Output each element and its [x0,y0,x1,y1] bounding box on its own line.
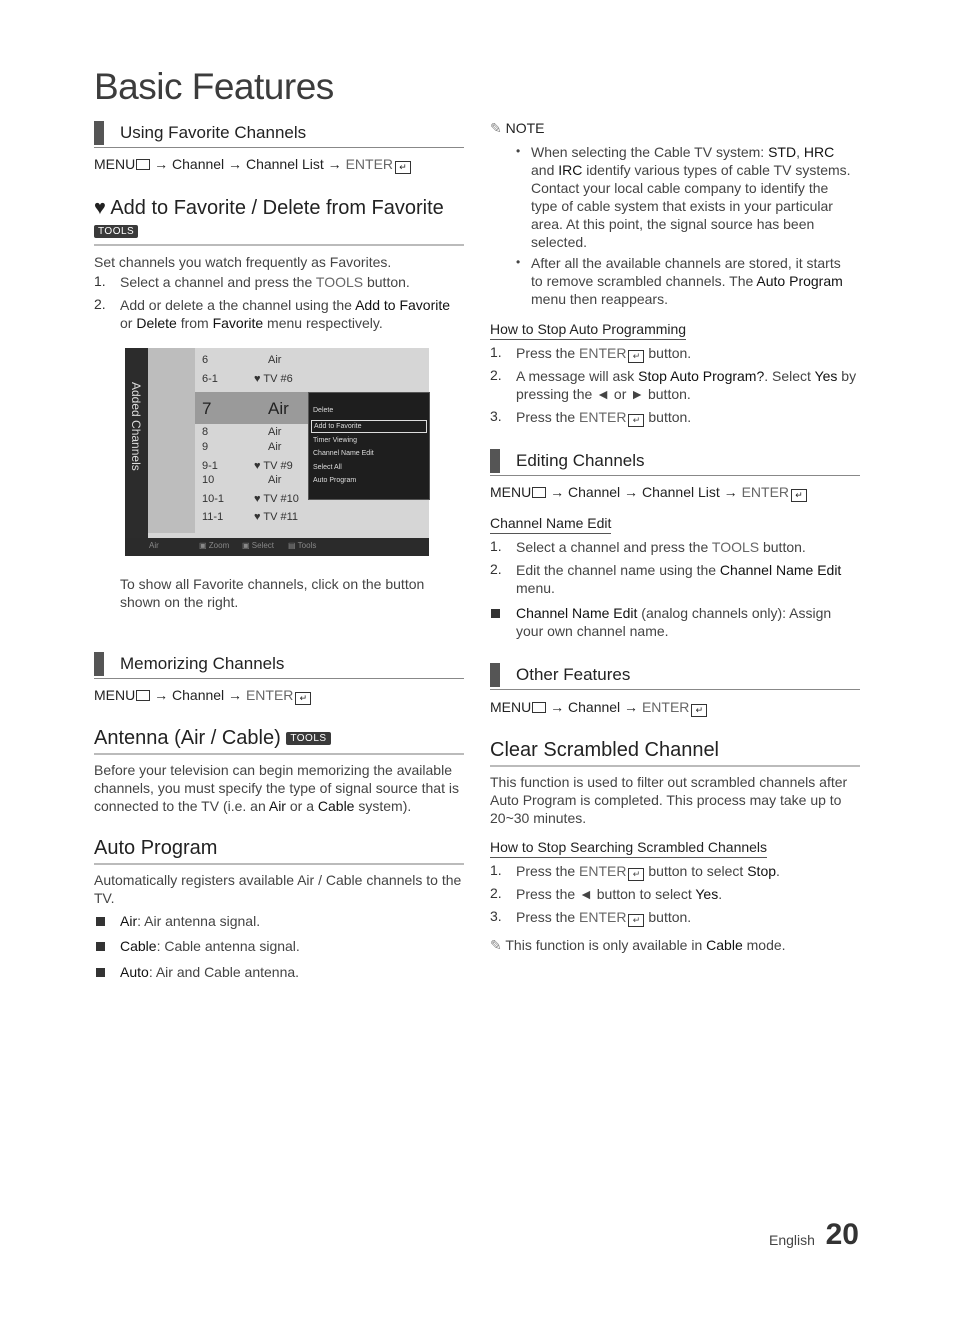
fav-note: To show all Favorite channels, click on the button shown on the right. [120,576,425,610]
note-1: When selecting the Cable TV system: STD, HRC and IRC identify various types of cable TV systems. Contact your local cable company to identify the type of cable system that exists in your particular area. At this point, the signal source has been selected. [531,144,851,250]
pencil-icon: ✎ [490,120,502,136]
enter-icon: ↵ [628,914,644,927]
stop-step-1: Press the ENTER ↵ button. [516,345,692,361]
page-number: 20 [825,1218,859,1251]
auto-item-cable: Cable: Cable antenna signal. [120,938,300,954]
auto-text: Automatically registers available Air / Cable channels to the TV. [94,872,462,906]
enter-icon: ↵ [691,704,707,717]
clear-text: This function is used to filter out scrambled channels after Auto Program is completed. This process may take up to 20~30 minutes. [490,774,848,826]
pencil-icon: ✎ [490,937,502,953]
heading-add-favorite: ♥ Add to Favorite / Delete from Favorite TOOLS [94,197,464,246]
subheading-stop-auto: How to Stop Auto Programming [490,321,686,340]
auto-item-auto: Auto: Air and Cable antenna. [120,964,300,980]
enter-icon: ↵ [628,868,644,881]
fav-step-1: Select a channel and press the TOOLS button. [120,274,410,290]
fav-intro: Set channels you watch frequently as Favorites. [94,254,392,270]
page-title: Basic Features [94,66,334,107]
subheading-stop-scrambled: How to Stop Searching Scrambled Channels [490,839,767,858]
heart-icon: ♥ [94,197,106,219]
heading-antenna: Antenna (Air / Cable) TOOLS [94,727,464,755]
heading-clear-scrambled: Clear Scrambled Channel [490,739,860,767]
cne-step-2: Edit the channel name using the Channel Name Edit menu. [516,562,842,596]
scr-step-3: Press the ENTER ↵ button. [516,909,692,925]
antenna-text: Before your television can begin memorizing the available channels, you must specify the type of signal source that is connected to the TV (i.e. an Air or a Cable system). [94,762,459,814]
note-label: ✎ NOTE [490,120,545,136]
enter-icon: ↵ [628,414,644,427]
cne-bullet: Channel Name Edit (analog channels only): Assign your own channel name. [516,605,832,639]
menu-path-memorizing: MENU → Channel → ENTER ↵ [94,687,311,705]
cne-step-1: Select a channel and press the TOOLS button. [516,539,806,555]
tv-channel-list-screen: Added Channels 6 Air 6-1 ♥ TV #6 7 Air 8 Air 9 Air 9-1 ♥ TV #9 10 Air 10-1 ♥ TV #10 11-1 ♥ TV #11 Delete Add to Favorite Timer Viewing Channel Name Edit Select All Auto Program Air ▣ Zoom ▣ Select ▤ Tools [125,348,429,556]
tv-side-panel: Added Channels [125,348,148,538]
enter-icon: ↵ [791,489,807,502]
fav-step-2: Add or delete a the channel using the Add to Favorite or Delete from Favorite menu respectively. [120,297,451,331]
stop-step-3: Press the ENTER ↵ button. [516,409,692,425]
menu-icon [532,487,546,498]
menu-icon [532,702,546,713]
auto-item-air: Air: Air antenna signal. [120,913,261,929]
tools-popup-menu: Delete Add to Favorite Timer Viewing Channel Name Edit Select All Auto Program [308,392,430,500]
heading-auto-program: Auto Program [94,837,464,865]
section-heading-memorizing: Memorizing Channels [94,652,464,679]
enter-icon: ↵ [295,692,311,705]
enter-icon: ↵ [395,161,411,174]
scr-step-1: Press the ENTER ↵ button to select Stop. [516,863,780,879]
tools-badge: TOOLS [286,732,330,745]
scr-note: ✎ This function is only available in Cable mode. [490,937,786,953]
scr-step-2: Press the ◄ button to select Yes. [516,886,723,902]
stop-step-2: A message will ask Stop Auto Program?. Select Yes by pressing the ◄ or ► button. [516,368,857,402]
tools-badge: TOOLS [94,225,138,238]
subheading-channel-name-edit: Channel Name Edit [490,515,611,534]
section-heading-other: Other Features [490,663,860,690]
enter-icon: ↵ [628,350,644,363]
popup-item-add-favorite: Add to Favorite [311,420,427,433]
menu-path-favorites: MENU → Channel → Channel List → ENTER ↵ [94,156,411,174]
menu-path-editing: MENU → Channel → Channel List → ENTER ↵ [490,484,807,502]
section-heading-favorites: Using Favorite Channels [94,121,464,148]
menu-icon [136,159,150,170]
tv-icon-column [148,348,195,533]
tv-selected-row [195,392,311,424]
menu-icon [136,690,150,701]
note-2: After all the available channels are stored, it starts to remove scrambled channels. The Auto Program menu then reappears. [531,255,843,307]
tv-bottom-bar: Air ▣ Zoom ▣ Select ▤ Tools [125,538,429,556]
section-heading-editing: Editing Channels [490,449,860,476]
menu-path-other: MENU → Channel → ENTER ↵ [490,699,707,717]
footer-language: English [769,1232,815,1248]
